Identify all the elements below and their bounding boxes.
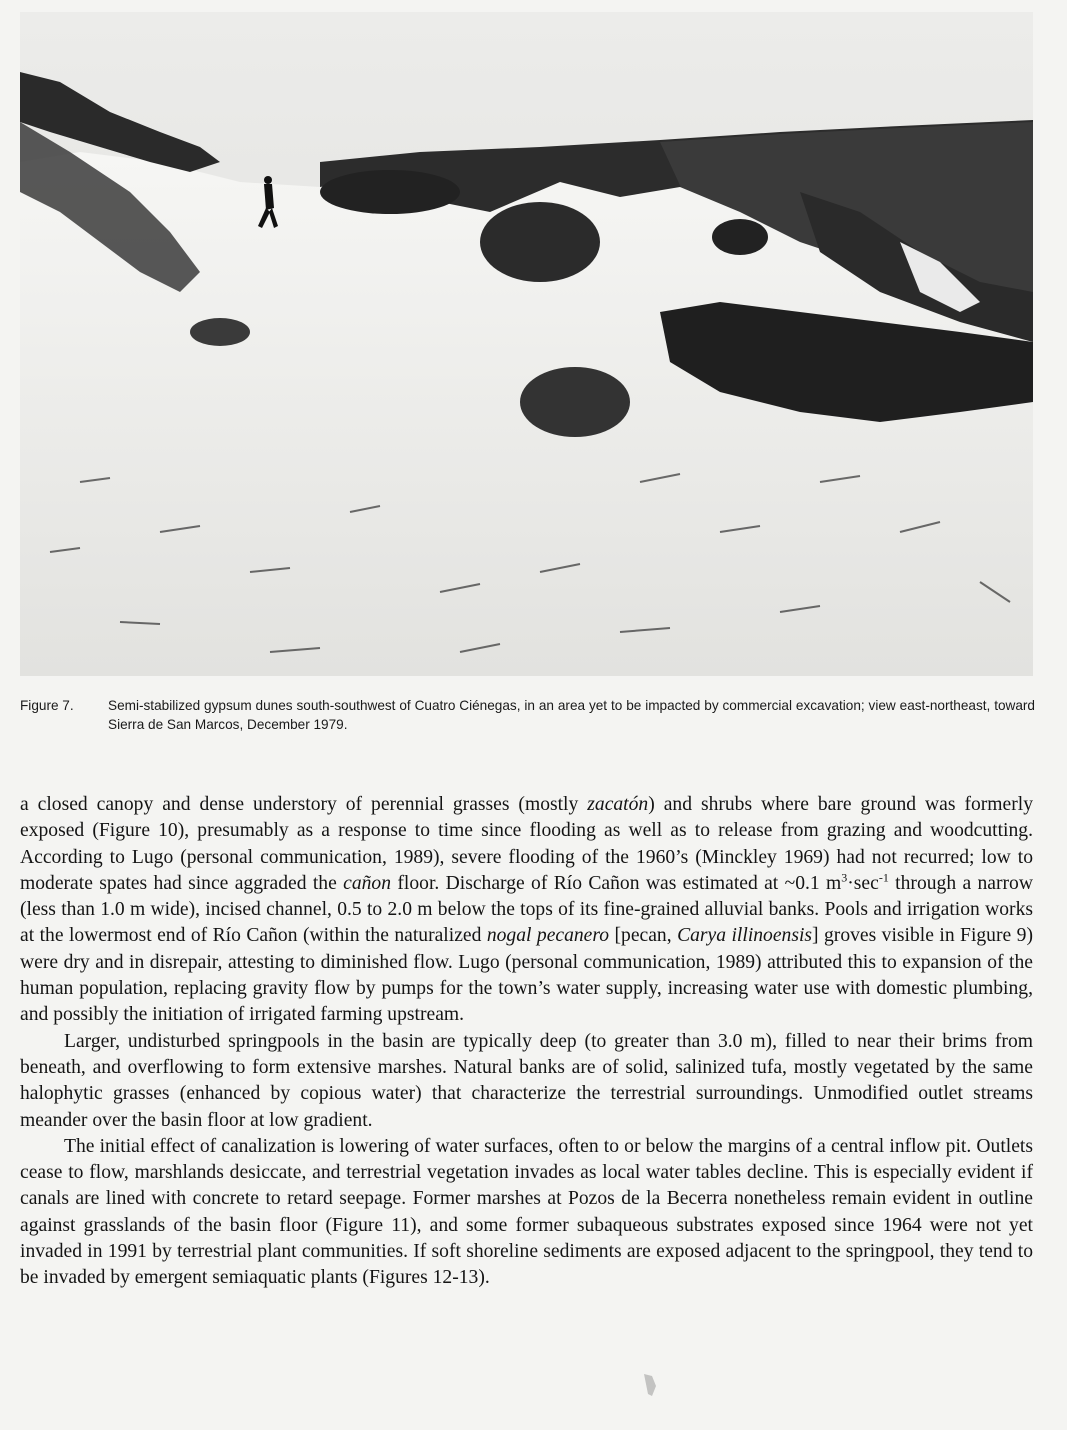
figure-caption-text: Semi-stabilized gypsum dunes south-southwest of Cuatro Ciénegas, in an area yet to be impacted by commercial excavation; view east-northeast, toward Sierra de San Marcos, December 1979. [108,698,1035,732]
scan-smudge [640,1372,660,1398]
paragraph-1-text-e: through a narrow (less than 1.0 m wide), incised channel, 0.5 to 2.0 m below the tops of its fine-grained alluvial banks. Pools and irrigation works at the lowermost end of Río Cañon (within the naturalized [20,872,1034,947]
term-zacaton: zacatón [587,794,649,815]
term-nogal-pecanero: nogal pecanero [486,925,610,947]
term-carya-illinoensis: Carya illinoensis [677,925,813,947]
superscript-minus-1: -1 [878,870,889,885]
paragraph-1-text-a: a closed canopy and dense understory of perennial grasses (mostly [20,794,588,815]
paragraph-1-text-b: ) and shrubs where bare ground was formerly exposed (Figure 10), presumably as a response to time since flooding as well as to release from grazing and woodcutting. According to Lugo (personal communication, 1989), severe flooding of the 1960’s (Minckley 1969) had not recurred; low to moderate spates had since aggraded the [20,794,1033,894]
paragraph-3: The initial effect of canalization is lowering of water surfaces, often to or below the margins of a central inflow pit. Outlets cease to flow, marshlands desiccate, and terrestrial vegetation invades as local water tables decline. This is especially evident if canals are lined with concrete to retard seepage. Former marshes at Pozos de la Becerra nonetheless remain evident in outline against grasslands of the basin floor (Figure 11), and some former subaqueous substrates exposed since 1964 were not yet invaded in 1991 by terrestrial plant communities. If soft shoreline sediments are exposed adjacent to the springpool, they tend to be invaded by emergent semiaquatic plants (Figures 12-13). [20,1135,1033,1289]
figure-caption [20,696,1035,734]
term-canon: cañon [343,872,392,894]
paragraph-1-text-d: ·sec [847,872,879,894]
paragraph-2: Larger, undisturbed springpools in the basin are typically deep (to greater than 3.0 m), filled to near their brims from beneath, and overflowing to form extensive marshes. Natural banks are of solid, salinized tufa, mostly vegetated by the same halophytic grasses (enhanced by copious water) that characterize the terrestrial surroundings. Unmodified outlet streams meander over the basin floor at low gradient. [20,1030,1033,1131]
paragraph-1 [20,792,1033,1029]
figure-7-photograph [20,12,1033,676]
superscript-3: 3 [841,870,848,885]
paragraph-1-text-f: [pecan, [609,925,678,947]
body-text [20,792,1033,1292]
figure-label: Figure 7. [20,698,74,713]
paragraph-1-text-g: ] groves visible in Figure 9) were dry and in disrepair, attesting to diminished flow. Lugo (personal communication, 1989) attributed this to expansion of the human population, replacing gravity flow by pumps for the town’s water supply, increasing water use with domestic plumbing, and possibly the initiation of irrigated farming upstream. [20,925,1033,1026]
paragraph-1-text-c: floor. Discharge of Río Cañon was estimated at ~0.1 m [391,872,842,894]
